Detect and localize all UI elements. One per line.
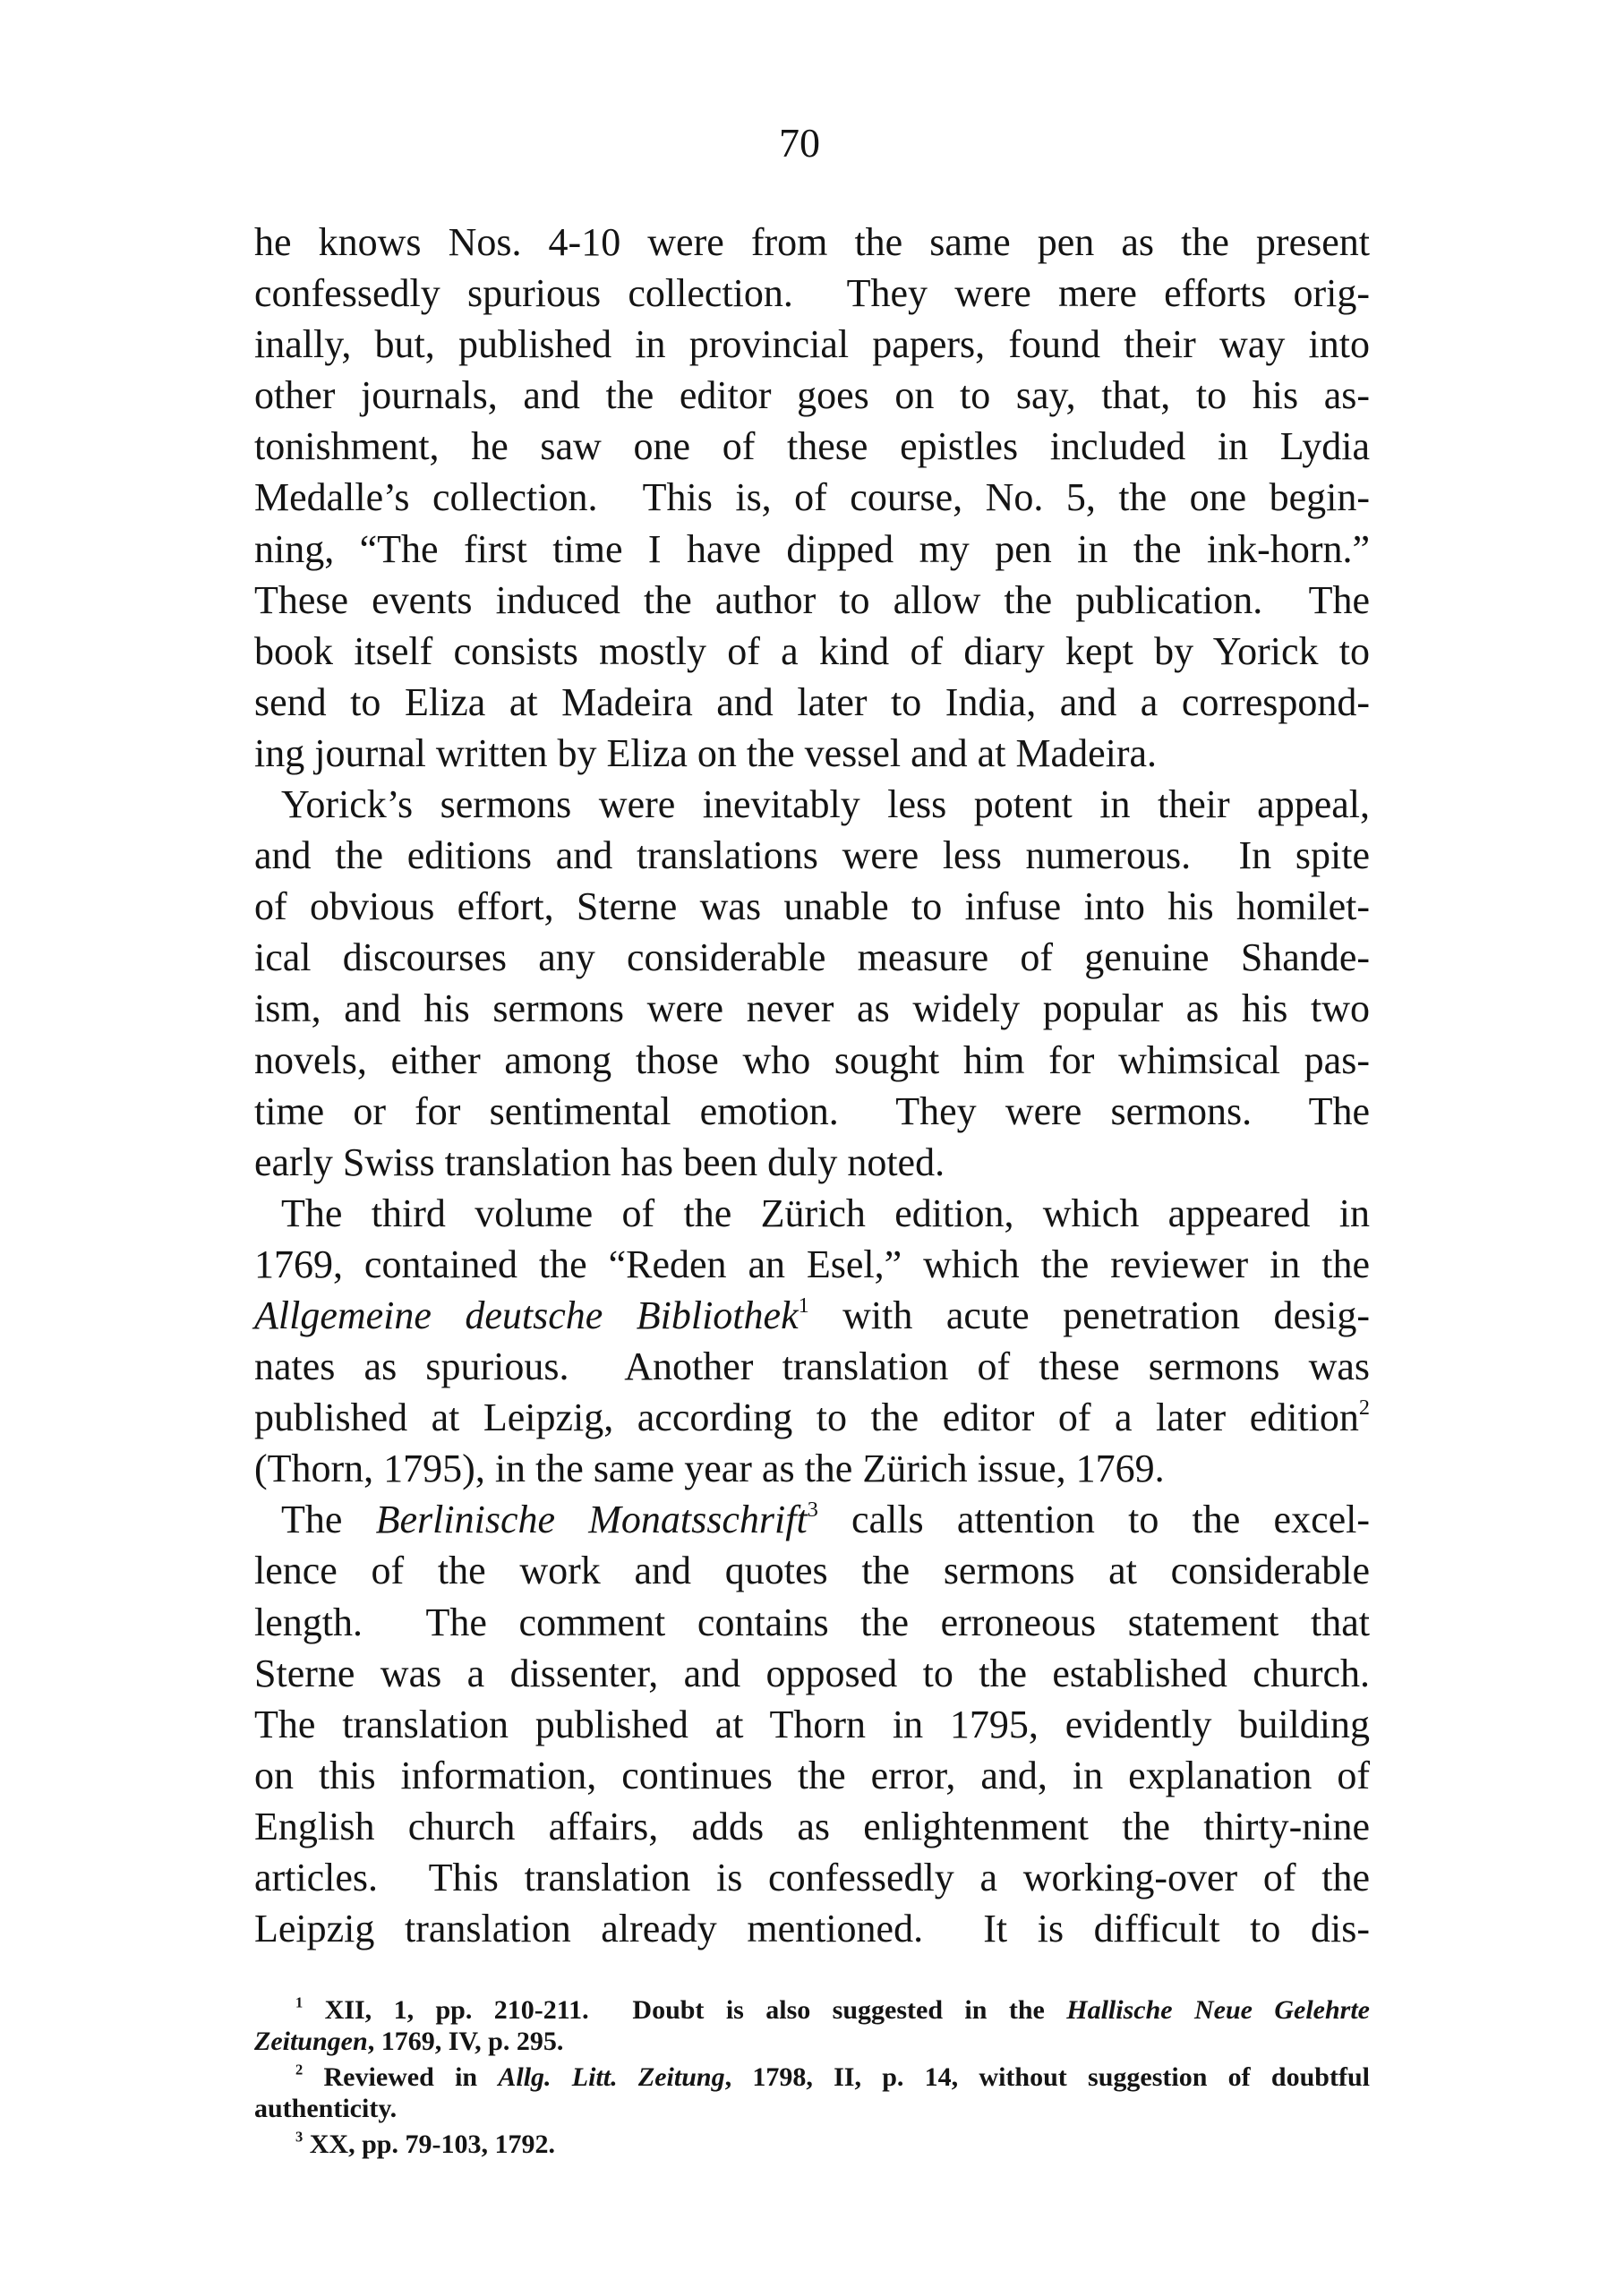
text-line bbox=[254, 217, 1370, 268]
text-line bbox=[254, 472, 1370, 523]
text-line bbox=[254, 728, 1370, 779]
italic-title: Allg. Litt. Zeitung bbox=[498, 2062, 725, 2092]
text-line bbox=[254, 1341, 1370, 1392]
footnote-marker: 2 bbox=[1358, 1396, 1370, 1421]
text-run: 1769, contained the “Reden an Esel,” which the reviewer in the bbox=[254, 1242, 1370, 1286]
text-line bbox=[254, 677, 1370, 728]
text-run: and the editions and translations were less numerous. In spite bbox=[254, 833, 1370, 878]
text-line bbox=[254, 575, 1370, 626]
text-line bbox=[254, 370, 1370, 421]
text-run: The bbox=[281, 1498, 376, 1542]
text-run: nates as spurious. Another translation of these sermons was bbox=[254, 1344, 1370, 1389]
text-run: on this information, continues the error, and, in explanation of bbox=[254, 1753, 1370, 1797]
text-line bbox=[254, 830, 1370, 881]
text-run: early Swiss translation has been duly noted. bbox=[254, 1139, 945, 1184]
text-run: (Thorn, 1795), in the same year as the Zürich issue, 1769. bbox=[254, 1447, 1165, 1491]
text-run: Yorick’s sermons were inevitably less potent in their appeal, bbox=[281, 782, 1370, 827]
text-run: English church affairs, adds as enlightenment the thirty-nine bbox=[254, 1804, 1370, 1848]
text-run: he knows Nos. 4-10 were from the same pen as the present bbox=[254, 220, 1370, 264]
text-line bbox=[254, 1494, 1370, 1545]
paragraph bbox=[254, 1494, 1370, 1954]
text-run: Sterne was a dissenter, and opposed to the established church. bbox=[254, 1651, 1370, 1695]
text-run: other journals, and the editor goes on to say, that, to his as- bbox=[254, 373, 1370, 418]
text-line bbox=[254, 1852, 1370, 1903]
text-run: with acute penetration desig- bbox=[808, 1293, 1371, 1337]
footnote bbox=[254, 2061, 1370, 2124]
footnote-line bbox=[254, 2093, 1370, 2124]
text-run: ning, “The first time I have dipped my pen in the ink-horn.” bbox=[254, 526, 1370, 571]
footnote-line bbox=[254, 2026, 1370, 2057]
text-line bbox=[254, 1801, 1370, 1852]
text-run: ism, and his sermons were never as widely popular as his two bbox=[254, 986, 1370, 1031]
paragraph bbox=[254, 1188, 1370, 1495]
text-run: send to Eliza at Madeira and later to India, and a correspond- bbox=[254, 679, 1370, 724]
text-run: book itself consists mostly of a kind of diary kept by Yorick to bbox=[254, 628, 1370, 673]
text-line bbox=[254, 881, 1370, 932]
text-run: confessedly spurious collection. They were mere efforts orig- bbox=[254, 271, 1370, 316]
text-line bbox=[254, 319, 1370, 370]
text-run: novels, either among those who sought him for whimsical pas- bbox=[254, 1037, 1370, 1082]
footnote bbox=[254, 2129, 1370, 2160]
text-run: XII, 1, pp. 210-211. Doubt is also suggested in the bbox=[303, 1995, 1067, 2025]
text-run: length. The comment contains the erroneous statement that bbox=[254, 1600, 1370, 1644]
text-line bbox=[254, 626, 1370, 677]
text-line bbox=[254, 421, 1370, 472]
footnote-marker: 1 bbox=[295, 1993, 304, 2011]
footnote-marker: 1 bbox=[798, 1293, 809, 1318]
italic-title: Allgemeine deutsche Bibliothek bbox=[254, 1293, 799, 1337]
footnote-line bbox=[254, 2129, 1370, 2160]
text-run: calls attention to the excel- bbox=[817, 1498, 1371, 1542]
italic-title: Hallische Neue Gelehrte bbox=[1066, 1995, 1370, 2025]
text-run: authenticity. bbox=[254, 2094, 398, 2123]
italic-title: Berlinische Monatsschrift bbox=[375, 1498, 808, 1542]
text-run: tonishment, he saw one of these epistles included in Lydia bbox=[254, 424, 1370, 469]
text-run: ing journal written by Eliza on the vessel and at Madeira. bbox=[254, 730, 1158, 775]
text-run: time or for sentimental emotion. They were sermons. The bbox=[254, 1088, 1370, 1133]
text-run: The third volume of the Zürich edition, which appeared in bbox=[281, 1191, 1370, 1235]
text-run: articles. This translation is confessedly a working-over of the bbox=[254, 1856, 1370, 1899]
footnote-marker: 2 bbox=[295, 2061, 304, 2078]
paragraph bbox=[254, 779, 1370, 1188]
text-run: lence of the work and quotes the sermons at considerable bbox=[254, 1549, 1370, 1593]
text-line bbox=[254, 1239, 1370, 1290]
text-line bbox=[254, 932, 1370, 983]
text-line bbox=[254, 983, 1370, 1034]
text-line bbox=[254, 1392, 1370, 1443]
text-line bbox=[254, 1699, 1370, 1750]
text-line bbox=[254, 268, 1370, 319]
footnote-line bbox=[254, 1994, 1370, 2026]
italic-title: Zeitungen bbox=[254, 2027, 368, 2056]
text-run: Leipzig translation already mentioned. It is difficult to dis- bbox=[254, 1907, 1370, 1951]
text-line bbox=[254, 1750, 1370, 1801]
text-line bbox=[254, 1086, 1370, 1137]
text-run: XX, pp. 79-103, 1792. bbox=[303, 2130, 555, 2159]
text-line bbox=[254, 1188, 1370, 1239]
text-line bbox=[254, 1035, 1370, 1086]
footnote-line bbox=[254, 2061, 1370, 2093]
text-run: ical discourses any considerable measure of genuine Shande- bbox=[254, 935, 1370, 980]
text-line bbox=[254, 1290, 1370, 1341]
text-line bbox=[254, 1903, 1370, 1954]
text-line bbox=[254, 1648, 1370, 1699]
text-run: , 1769, IV, p. 295. bbox=[367, 2027, 564, 2056]
text-line bbox=[254, 1597, 1370, 1648]
text-run: The translation published at Thorn in 1795, evidently building bbox=[254, 1702, 1370, 1746]
footnotes bbox=[254, 1994, 1370, 2164]
text-run: , 1798, II, p. 14, without suggestion of doubtful bbox=[724, 2062, 1370, 2092]
text-line bbox=[254, 1545, 1370, 1596]
text-run: These events induced the author to allow the publication. The bbox=[254, 577, 1370, 622]
text-run: inally, but, published in provincial papers, found their way into bbox=[254, 322, 1370, 367]
text-run: of obvious effort, Sterne was unable to infuse into his homilet- bbox=[254, 884, 1370, 929]
page-number: 70 bbox=[779, 120, 820, 166]
text-line bbox=[254, 1137, 1370, 1188]
text-line bbox=[254, 524, 1370, 575]
footnote-marker: 3 bbox=[807, 1498, 818, 1523]
footnote-marker: 3 bbox=[295, 2128, 304, 2146]
text-line bbox=[254, 1443, 1370, 1494]
footnote bbox=[254, 1994, 1370, 2057]
body-text bbox=[254, 217, 1370, 1954]
text-run: Reviewed in bbox=[303, 2062, 499, 2092]
paragraph bbox=[254, 217, 1370, 779]
text-run: published at Leipzig, according to the editor of a later edition bbox=[254, 1396, 1359, 1440]
text-run: Medalle’s collection. This is, of course, No. 5, the one begin- bbox=[254, 475, 1370, 520]
text-line bbox=[254, 779, 1370, 830]
